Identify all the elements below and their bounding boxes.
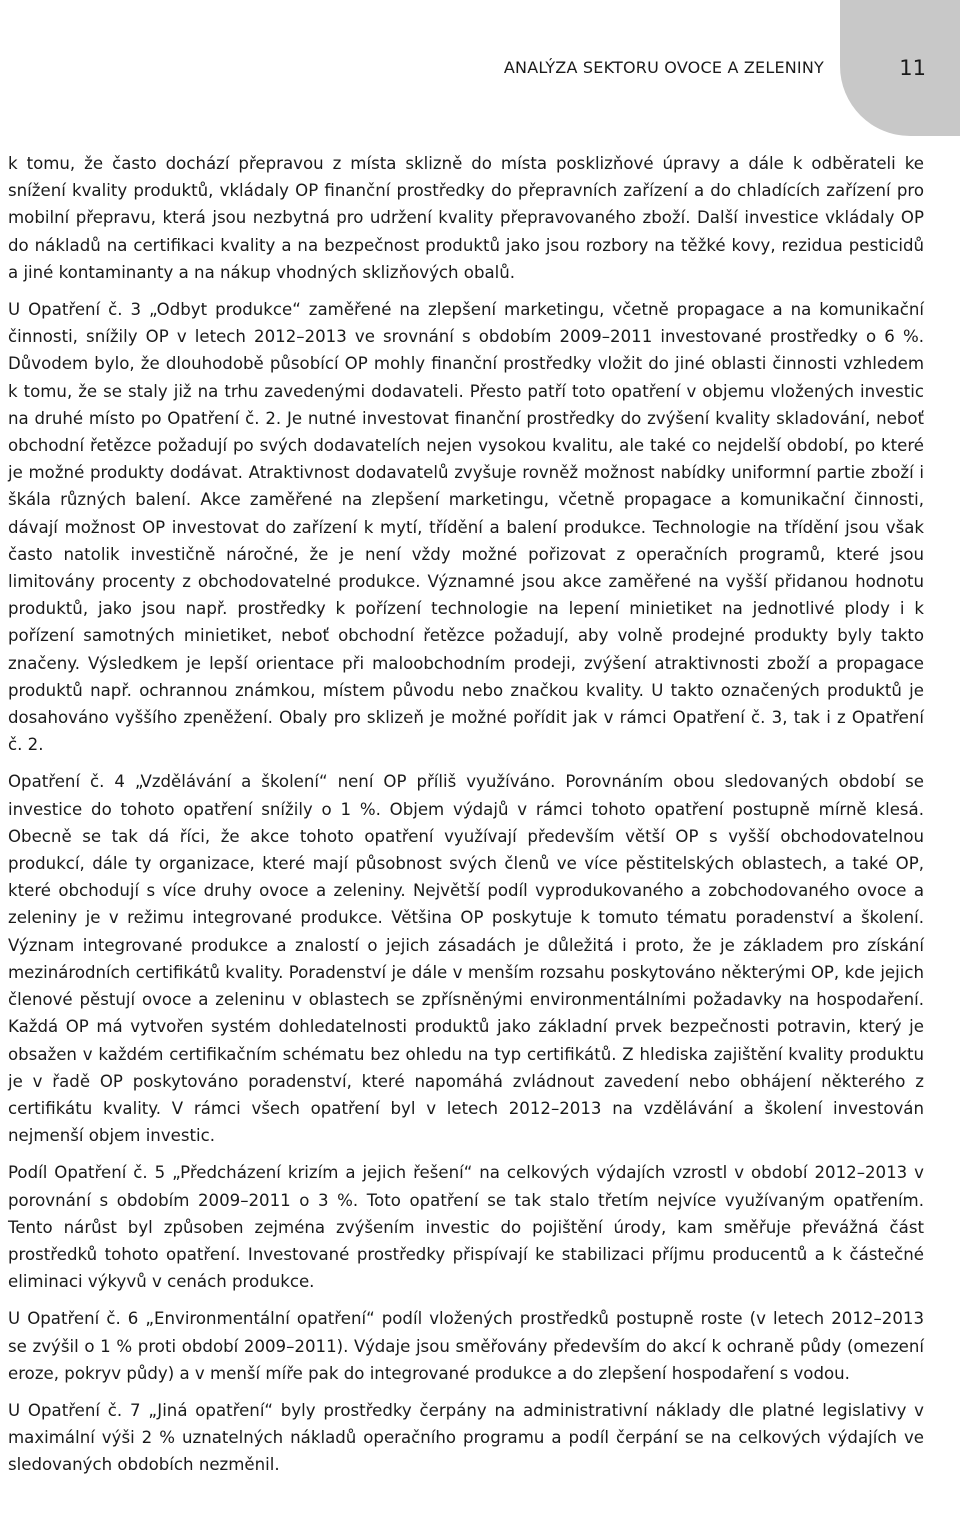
body-text [8,150,924,1489]
running-header-title: ANALÝZA SEKTORU OVOCE A ZELENINY [503,58,824,77]
paragraph-transport-investments: k tomu, že často dochází přepravou z místa sklizně do místa posklizňové úpravy a dále k odběrateli ke snížení kvality produktů, vkládaly OP finanční prostředky do přepravních zařízení a do chladících zařízení pro mobilní přepravu, která jsou nezbytná pro udržení kvality přepravovaného zboží. Další investice vkládaly OP do nákladů na certifikaci kvality a na bezpečnost produktů jako jsou rozbory na těžké kovy, rezidua pesticidů a jiné kontaminanty a na nákup vhodných sklizňových obalů. [8,154,924,282]
paragraph-measure-6: U Opatření č. 6 „Environmentální opatření“ podíl vložených prostředků postupně roste (v letech 2012–2013 se zvýšil o 1 % proti období 2009–2011). Výdaje jsou směřovány především do akcí k ochraně půdy (omezení eroze, pokryv půdy) a v menší míře pak do integrované produkce a do zlepšení hospodaření s vodou. [8,1309,924,1383]
paragraph-measure-7: U Opatření č. 7 „Jiná opatření“ byly prostředky čerpány na administrativní náklady dle platné legislativy v maximální výši 2 % uznatelných nákladů operačního programu a podíl čerpání se na celkových výdajích ve sledovaných obdobích nezměnil. [8,1400,924,1475]
paragraph-measure-3: U Opatření č. 3 „Odbyt produkce“ zaměřené na zlepšení marketingu, včetně propagace a na komunikační činnosti, snížily OP v letech 2012–2013 ve srovnání s obdobím 2009–2011 investované prostředky o 6 %. Důvodem bylo, že dlouhodobě působící OP mohly finanční prostředky vložit do jiné oblasti činnosti vzhledem k tomu, že se staly již na trhu zavedenými dodavateli. Přesto patří toto opatření v objemu vložených investic na druhé místo po Opatření č. 2. Je nutné investovat finanční prostředky do zvýšení kvality skladování, neboť obchodní řetězce požadují po svých dodavatelích nejen vysokou kvalitu, ale také co nejdelší období, po které je možné produkty dodávat. Atraktivnost dodavatelů zvyšuje rovněž možnost nabídky uniformní partie zboží i škála různých balení. Akce zaměřené na zlepšení marketingu, včetně propagace a komunikační činnosti, dávají možnost OP investovat do zařízení k mytí, třídění a balení produkce. Technologie na třídění jsou však často natolik investičně náročné, že je není vždy možné pořizovat z operačních programů, které jsou limitovány procenty z obchodovatelné produkce. Významné jsou akce zaměřené na vyšší přidanou hodnotu produktů, jako jsou např. prostředky k pořízení technologie na lepení minietiket na jednotlivé plody i k pořízení samotných minietiket, neboť obchodní řetězce požadují, aby volně prodejné produkty byly takto značeny. Výsledkem je lepší orientace při maloobchodním prodeji, zvýšení atraktivnosti zboží a propagace produktů např. ochrannou známkou, místem původu nebo značkou kvality. U takto označených produktů je dosahováno vyššího zpeněžení. Obaly pro sklizeň je možné pořídit jak v rámci Opatření č. 3, tak i z Opatření č. 2. [8,300,924,755]
page-number: 11 [899,56,926,80]
page-header [0,0,960,140]
paragraph-measure-5: Podíl Opatření č. 5 „Předcházení krizím a jejich řešení“ na celkových výdajích vzrostl v období 2012–2013 v porovnání s obdobím 2009–2011 o 3 %. Toto opatření se tak stalo třetím nejvíce využívaným opatřením. Tento nárůst byl způsoben zejména zvýšením investic do pojištění úrody, kam směřuje převážná část prostředků tohoto opatření. Investované prostředky přispívají ke stabilizaci příjmu producentů a k částečné eliminaci výkyvů v cenách produkce. [8,1163,924,1292]
paragraph-measure-4: Opatření č. 4 „Vzdělávání a školení“ není OP příliš využíváno. Porovnáním obou sledovaných období se investice do tohoto opatření snížily o 1 %. Objem výdajů v rámci tohoto opatření postupně mírně klesá. Obecně se tak dá říci, že akce tohoto opatření využívají především větší OP s vyšší obchodovatelnou produkcí, dále ty organizace, které mají působnost svých členů ve více pěstitelských oblastech, a také OP, které obchodují s více druhy ovoce a zeleniny. Největší podíl vyprodukovaného a zobchodovaného ovoce a zeleniny je v režimu integrované produkce. Většina OP poskytuje k tomuto tématu poradenství a školení. Význam integrované produkce a znalostí o jejich zásadách je důležitá i proto, že je základem pro získání mezinárodních certifikátů kvality. Poradenství je dále v menším rozsahu poskytováno některými OP, kde jejich členové pěstují ovoce a zeleninu v oblastech se zpřísněnými environmentálními požadavky na hospodaření. Každá OP má vytvořen systém dohledatelnosti produktů jako základní prvek bezpečnosti potravin, který je obsažen v každém certifikačním schématu bez ohledu na typ certifikátů. Z hlediska zajištění kvality produktu je v řadě OP poskytováno poradenství, které napomáhá zvládnout zavedení nebo obhájení některého z certifikátu kvality. V rámci všech opatření byl v letech 2012–2013 na vzdělávání a školení investován nejmenší objem investic. [8,772,924,1146]
